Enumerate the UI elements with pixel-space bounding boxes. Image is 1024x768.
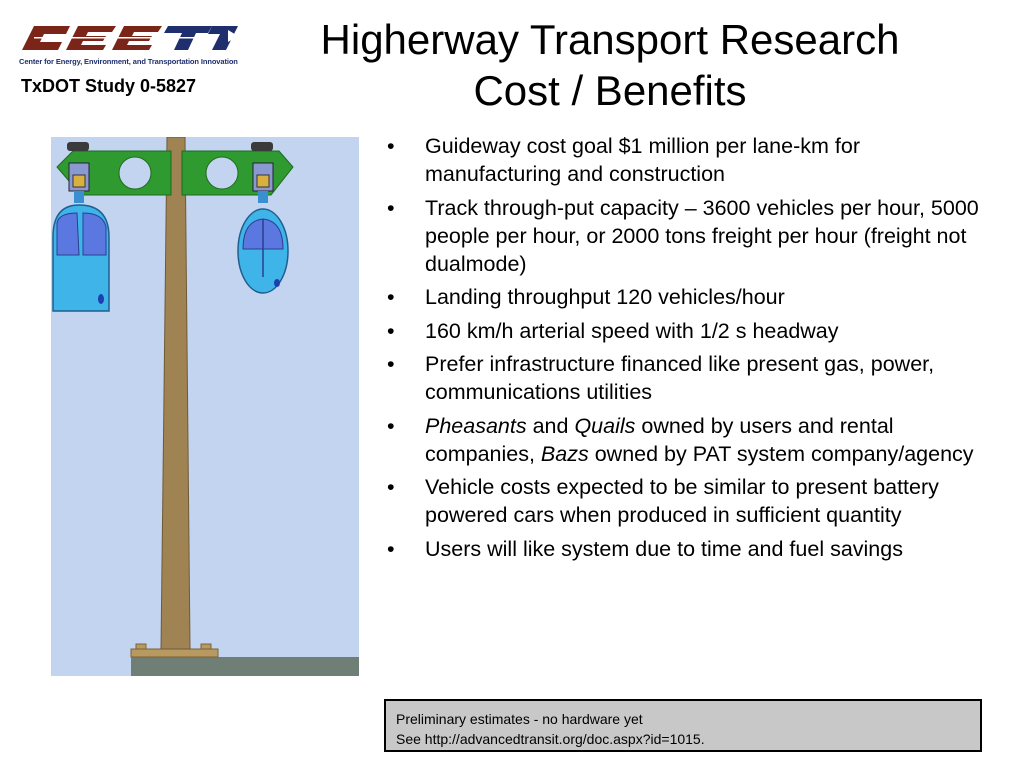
pole-base (131, 649, 218, 657)
ground (131, 657, 359, 676)
bullet-text (425, 352, 934, 404)
bullet-text-segment: Prefer infrastructure financed like present gas, power, communications utilities (425, 352, 935, 404)
guideway-drawing (51, 137, 359, 676)
bullet-text-segment: Track through-put capacity – 3600 vehicles per hour, 5000 people per hour, or 2000 tons freight per hour (freight not dualmode) (425, 195, 979, 276)
bullet-item (385, 350, 985, 406)
bullet-item (385, 194, 985, 278)
logo-caption: Center for Energy, Environment, and Transportation Innovation (19, 57, 238, 66)
bullet-text-segment: Guideway cost goal $1 million per lane-km for manufacturing and construction (425, 134, 860, 186)
bullet-text-italic: Bazs (540, 441, 589, 466)
bullet-text-segment: Vehicle costs expected to be similar to present battery powered cars when produced in sufficient quantity (425, 475, 939, 527)
title-line-2: Cost / Benefits (473, 67, 747, 114)
bullet-item (385, 412, 985, 468)
bullet-text (425, 319, 839, 343)
bullet-text (425, 414, 974, 466)
bullet-marker: • (387, 413, 395, 438)
bullet-item (385, 317, 985, 345)
bullet-text-italic: Quails (574, 413, 636, 438)
bullet-marker: • (387, 318, 395, 343)
ceeti-logo-graphic (16, 18, 242, 58)
bullet-marker: • (387, 285, 395, 309)
bullet-text-italic: Pheasants (425, 413, 527, 438)
bullet-text (425, 475, 939, 527)
bullet-text-segment: Landing throughput 120 vehicles/hour (425, 285, 785, 309)
slide-title (280, 14, 940, 116)
bullet-marker: • (387, 536, 395, 561)
bullet-text (425, 196, 979, 276)
footnote-line-2: See http://advancedtransit.org/doc.aspx?id=1015. (396, 731, 705, 747)
bullet-item (385, 535, 985, 563)
bullet-text (425, 537, 903, 561)
bullet-text-segment: 160 km/h arterial speed with 1/2 s headway (425, 318, 839, 343)
bullet-text (425, 285, 785, 309)
study-label: TxDOT Study 0-5827 (21, 76, 197, 96)
guideway-illustration (51, 137, 359, 676)
bullet-marker: • (387, 195, 395, 220)
bullet-marker: • (387, 134, 395, 158)
vehicle-left (53, 205, 109, 311)
footnote-box (384, 699, 982, 752)
bullet-item (385, 283, 985, 311)
bullet-text-segment: owned by PAT system company/agency (588, 441, 974, 466)
bullet-text-segment: and (526, 413, 575, 438)
footnote-line-1: Preliminary estimates - no hardware yet (396, 711, 643, 727)
bullet-text-segment: Users will like system due to time and fuel savings (425, 536, 903, 561)
bullet-item (385, 473, 985, 529)
bullet-marker: • (387, 475, 395, 499)
bullet-text (425, 134, 860, 186)
bullet-marker: • (387, 352, 395, 376)
bullet-text-segment: owned by users and rental companies, (425, 413, 894, 466)
bullet-item (385, 132, 985, 188)
title-line-1: Higherway Transport Research (320, 16, 900, 63)
vehicle-right (238, 209, 288, 293)
bullet-list (385, 132, 985, 568)
